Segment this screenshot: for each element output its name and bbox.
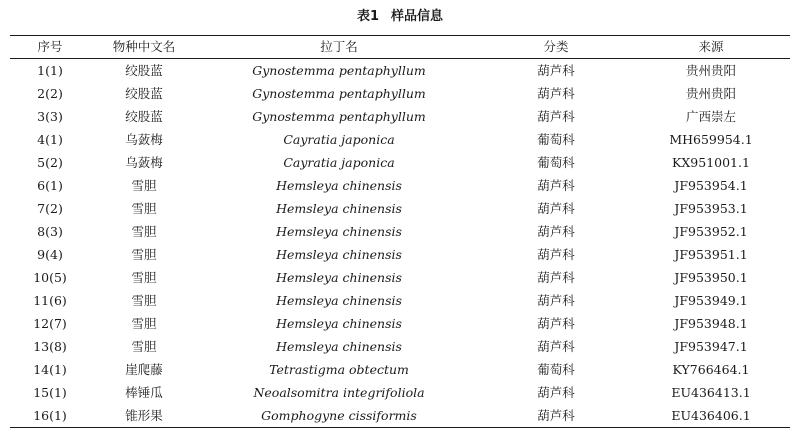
cell-source: JF953952.1: [674, 224, 748, 239]
cell-source: EU436413.1: [671, 385, 751, 400]
cell-latin-name: Hemsleya chinensis: [276, 247, 402, 262]
cell-serial-number: 9(4): [37, 247, 63, 262]
cell-family: 葡萄科: [537, 155, 575, 170]
cell-latin-name: Hemsleya chinensis: [276, 224, 402, 239]
cell-latin-name: Hemsleya chinensis: [276, 293, 402, 308]
cell-serial-number: 2(2): [37, 86, 63, 101]
cell-family: 葫芦科: [537, 270, 575, 285]
cell-source: JF953948.1: [674, 316, 748, 331]
cell-latin-name: Cayratia japonica: [283, 132, 395, 147]
cell-family: 葫芦科: [537, 109, 575, 124]
table-row: [10, 358, 790, 381]
cell-chinese-name: 绞股蓝: [125, 86, 163, 101]
cell-chinese-name: 锥形果: [125, 408, 163, 423]
cell-source: 广西崇左: [685, 109, 736, 124]
cell-chinese-name: 雪胆: [131, 178, 157, 193]
cell-source: 贵州贵阳: [685, 63, 736, 78]
table-row: [10, 105, 790, 128]
cell-chinese-name: 乌蔹梅: [125, 155, 163, 170]
cell-serial-number: 14(1): [33, 362, 67, 377]
cell-family: 葫芦科: [537, 178, 575, 193]
table-row: [10, 151, 790, 174]
table-body: [10, 59, 790, 428]
cell-family: 葫芦科: [537, 201, 575, 216]
cell-chinese-name: 崖爬藤: [125, 362, 163, 377]
cell-chinese-name: 雪胆: [131, 270, 157, 285]
cell-family: 葫芦科: [537, 224, 575, 239]
table-row: [10, 381, 790, 404]
cell-latin-name: Gynostemma pentaphyllum: [252, 63, 426, 78]
cell-serial-number: 12(7): [33, 316, 67, 331]
header-chinese-name: 物种中文名: [112, 39, 176, 54]
cell-serial-number: 4(1): [37, 132, 63, 147]
cell-family: 葫芦科: [537, 293, 575, 308]
cell-family: 葫芦科: [537, 385, 575, 400]
table-row: [10, 243, 790, 266]
cell-serial-number: 3(3): [37, 109, 63, 124]
cell-serial-number: 11(6): [33, 293, 67, 308]
table-row: [10, 404, 790, 428]
cell-serial-number: 6(1): [37, 178, 63, 193]
cell-family: 葫芦科: [537, 247, 575, 262]
cell-chinese-name: 乌蔹梅: [125, 132, 163, 147]
cell-chinese-name: 雪胆: [131, 224, 157, 239]
cell-family: 葫芦科: [537, 408, 575, 423]
cell-chinese-name: 绞股蓝: [125, 109, 163, 124]
cell-source: KY766464.1: [672, 362, 750, 377]
cell-latin-name: Hemsleya chinensis: [276, 178, 402, 193]
cell-serial-number: 7(2): [37, 201, 63, 216]
cell-family: 葫芦科: [537, 63, 575, 78]
cell-latin-name: Tetrastigma obtectum: [269, 362, 409, 377]
header-serial-number: 序号: [37, 39, 63, 54]
cell-latin-name: Neoalsomitra integrifoliola: [253, 385, 425, 400]
table-row: [10, 220, 790, 243]
cell-family: 葫芦科: [537, 86, 575, 101]
sample-info-table: [10, 35, 790, 428]
cell-serial-number: 13(8): [33, 339, 67, 354]
cell-source: JF953954.1: [674, 178, 748, 193]
table-row: [10, 289, 790, 312]
cell-latin-name: Hemsleya chinensis: [276, 316, 402, 331]
cell-serial-number: 15(1): [33, 385, 67, 400]
cell-family: 葫芦科: [537, 339, 575, 354]
cell-latin-name: Gomphogyne cissiformis: [261, 408, 417, 423]
cell-source: MH659954.1: [669, 132, 753, 147]
cell-latin-name: Hemsleya chinensis: [276, 339, 402, 354]
cell-source: JF953947.1: [674, 339, 748, 354]
table-caption: [0, 7, 800, 27]
cell-latin-name: Hemsleya chinensis: [276, 201, 402, 216]
table-row: [10, 82, 790, 105]
cell-chinese-name: 雪胆: [131, 247, 157, 262]
cell-source: JF953953.1: [674, 201, 748, 216]
table-title: 样品信息: [391, 9, 444, 24]
table-row: [10, 312, 790, 335]
cell-source: JF953949.1: [674, 293, 748, 308]
header-family: 分类: [543, 39, 569, 54]
cell-serial-number: 5(2): [37, 155, 63, 170]
cell-chinese-name: 棒锤瓜: [125, 385, 163, 400]
cell-chinese-name: 绞股蓝: [125, 63, 163, 78]
cell-serial-number: 1(1): [37, 63, 63, 78]
table-number: 表1: [356, 9, 380, 24]
cell-latin-name: Gynostemma pentaphyllum: [252, 109, 426, 124]
cell-family: 葡萄科: [537, 362, 575, 377]
cell-latin-name: Gynostemma pentaphyllum: [252, 86, 426, 101]
table-row: [10, 335, 790, 358]
table-row: [10, 59, 790, 83]
table-row: [10, 128, 790, 151]
header-source: 来源: [698, 39, 724, 54]
cell-chinese-name: 雪胆: [131, 201, 157, 216]
table-row: [10, 266, 790, 289]
cell-family: 葫芦科: [537, 316, 575, 331]
cell-serial-number: 10(5): [33, 270, 67, 285]
cell-chinese-name: 雪胆: [131, 293, 157, 308]
cell-serial-number: 8(3): [37, 224, 63, 239]
cell-chinese-name: 雪胆: [131, 316, 157, 331]
cell-family: 葡萄科: [537, 132, 575, 147]
header-latin-name: 拉丁名: [320, 39, 358, 54]
table-row: [10, 174, 790, 197]
table-header-row: [10, 36, 790, 59]
cell-source: 贵州贵阳: [685, 86, 736, 101]
cell-latin-name: Cayratia japonica: [283, 155, 395, 170]
cell-source: JF953951.1: [674, 247, 748, 262]
cell-chinese-name: 雪胆: [131, 339, 157, 354]
cell-latin-name: Hemsleya chinensis: [276, 270, 402, 285]
cell-source: EU436406.1: [671, 408, 751, 423]
cell-source: KX951001.1: [672, 155, 750, 170]
table-row: [10, 197, 790, 220]
cell-serial-number: 16(1): [33, 408, 67, 423]
cell-source: JF953950.1: [674, 270, 748, 285]
